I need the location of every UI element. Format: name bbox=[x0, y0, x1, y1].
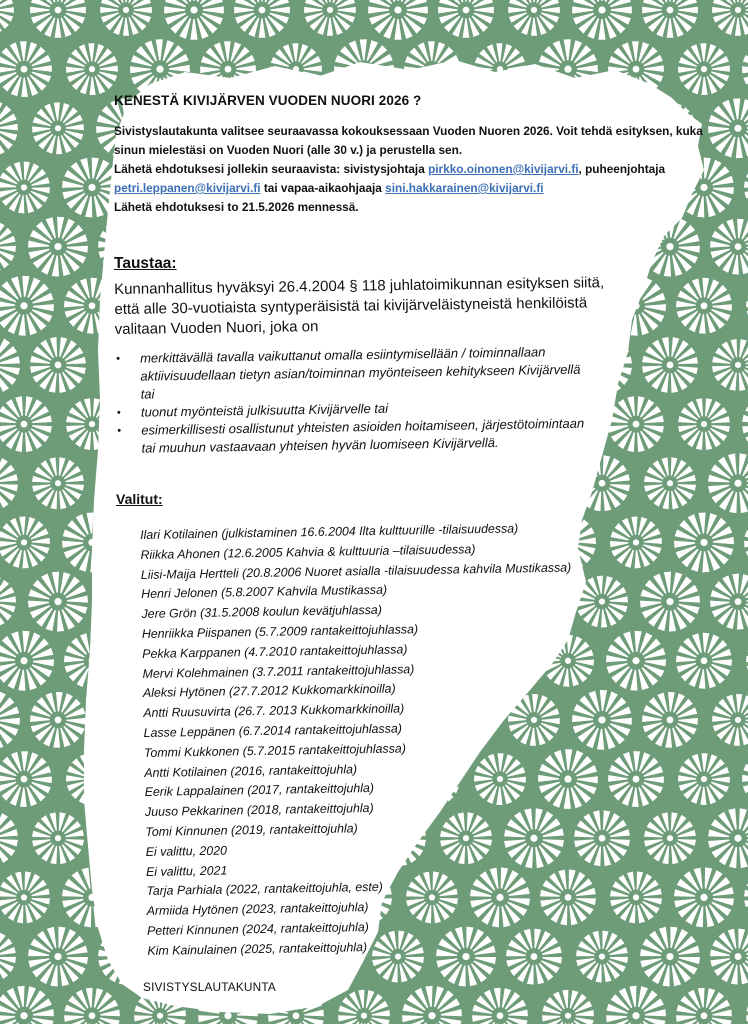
winner-item: Antti Kotilainen (2016, rantakeittojuhla) bbox=[144, 761, 358, 780]
criteria-item bbox=[117, 414, 598, 458]
send-middle-1: , puheenjohtaja bbox=[578, 162, 666, 176]
bullet-icon: • bbox=[116, 352, 121, 365]
winner-item: Tarja Parhiala (2022, rantakeittojuhla, este) bbox=[146, 880, 383, 899]
winner-item: Antti Ruusuvirta (26.7. 2013 Kukkomarkkinoilla) bbox=[143, 701, 405, 721]
winner-item: Petteri Kinnunen (2024, rantakeittojuhla) bbox=[146, 920, 369, 938]
winner-item: Liisi-Maija Hertteli (20.8.2006 Nuoret asialla -tilaisuudessa kahvila Mustikassa) bbox=[140, 560, 572, 582]
winner-item: Tomi Kinnunen (2019, rantakeittojuhla) bbox=[145, 821, 358, 839]
send-middle-2: tai vapaa-aikaohjaaja bbox=[260, 181, 386, 195]
criteria-item bbox=[116, 342, 597, 404]
winner-item: Ei valittu, 2021 bbox=[145, 863, 228, 879]
send-prefix: Lähetä ehdotuksesi jollekin seuraavista: sivistysjohtaja bbox=[114, 162, 429, 176]
email-link-vapaa-aikaohjaaja[interactable]: sini.hakkarainen@kivijarvi.fi bbox=[385, 181, 544, 195]
winner-item: Armiida Hytönen (2023, rantakeittojuhla) bbox=[146, 900, 369, 919]
notice-title: KENESTÄ KIVIJÄRVEN VUODEN NUORI 2026 ? bbox=[114, 93, 422, 108]
winner-item: Mervi Kolehmainen (3.7.2011 rantakeittojuhlassa) bbox=[142, 661, 415, 681]
intro-text: Sivistyslautakunta valitsee seuraavassa kokouksessaan Vuoden Nuoren 2026. Voit tehdä esityksen, kuka sinun mielestäsi on Vuoden Nuori (alle 30 v.) ja perustella sen. bbox=[114, 124, 703, 157]
winner-item: Pekka Karppanen (4.7.2010 rantakeittojuhlassa) bbox=[142, 642, 408, 661]
winner-item: Henri Jelonen (5.8.2007 Kahvila Mustikassa) bbox=[141, 583, 388, 602]
email-link-puheenjohtaja[interactable]: petri.leppanen@kivijarvi.fi bbox=[114, 181, 261, 195]
criteria-text: merkittävällä tavalla vaikuttanut omalla esiintymisellään / toiminnallaan aktiivisuudellaan tietyn asian/toiminnan myönteiseen kehitykseen Kivijärvellä tai bbox=[140, 344, 581, 402]
winner-item: Kim Kainulainen (2025, rantakeittojuhla) bbox=[147, 939, 368, 958]
background-text: Kunnanhallitus hyväksyi 26.4.2004 § 118 juhlatoimikunnan esityksen siitä, että alle 30-vuotiaista syntyperäisistä tai kivijärveläistyneistä henkilöistä valitaan Vuoden Nuori, joka on bbox=[114, 274, 605, 338]
winner-item: Eerik Lappalainen (2017, rantakeittojuhla) bbox=[144, 781, 375, 800]
background-heading: Taustaa: bbox=[114, 255, 177, 272]
winners-heading: Valitut: bbox=[116, 491, 163, 507]
criteria-text: tuonut myönteistä julkisuutta Kivijärvelle tai bbox=[140, 400, 389, 420]
winner-item: Riikka Ahonen (12.6.2005 Kahvia & kulttuuria –tilaisuudessa) bbox=[140, 541, 476, 562]
intro-block bbox=[114, 122, 714, 217]
criteria-text: esimerkillisesti osallistunut yhteisten asioiden hoitamiseen, järjestötoimintaan tai muuhun vastaavaan yhteisen hyvän luomiseen Kivijärvellä. bbox=[141, 415, 585, 456]
bullet-icon: • bbox=[117, 424, 122, 437]
winner-item: Aleksi Hytönen (27.7.2012 Kukkomarkkinoilla) bbox=[142, 681, 396, 701]
winner-item: Lasse Leppänen (6.7.2014 rantakeittojuhlassa) bbox=[143, 721, 403, 740]
deadline-text: Lähetä ehdotuksesi to 21.5.2026 mennessä. bbox=[114, 200, 359, 214]
send-instructions bbox=[114, 160, 714, 198]
winners-list bbox=[140, 518, 628, 962]
winner-item: Henriikka Piispanen (5.7.2009 rantakeittojuhlassa) bbox=[141, 622, 419, 641]
bullet-icon: • bbox=[116, 406, 121, 419]
winner-item: Juuso Pekkarinen (2018, rantakeittojuhla) bbox=[144, 801, 374, 820]
signature: SIVISTYSLAUTAKUNTA bbox=[143, 980, 276, 994]
winner-item: Ilari Kotilainen (julkistaminen 16.6.2004 Ilta kulttuurille -tilaisuudessa) bbox=[140, 521, 519, 542]
winner-item: Tommi Kukkonen (5.7.2015 rantakeittojuhlassa) bbox=[143, 741, 407, 760]
email-link-sivistysjohtaja[interactable]: pirkko.oinonen@kivijarvi.fi bbox=[428, 162, 579, 176]
criteria-list bbox=[116, 342, 598, 458]
winner-item: Ei valittu, 2020 bbox=[145, 843, 228, 859]
winner-item: Jere Grön (31.5.2008 koulun kevätjuhlassa) bbox=[141, 602, 383, 622]
